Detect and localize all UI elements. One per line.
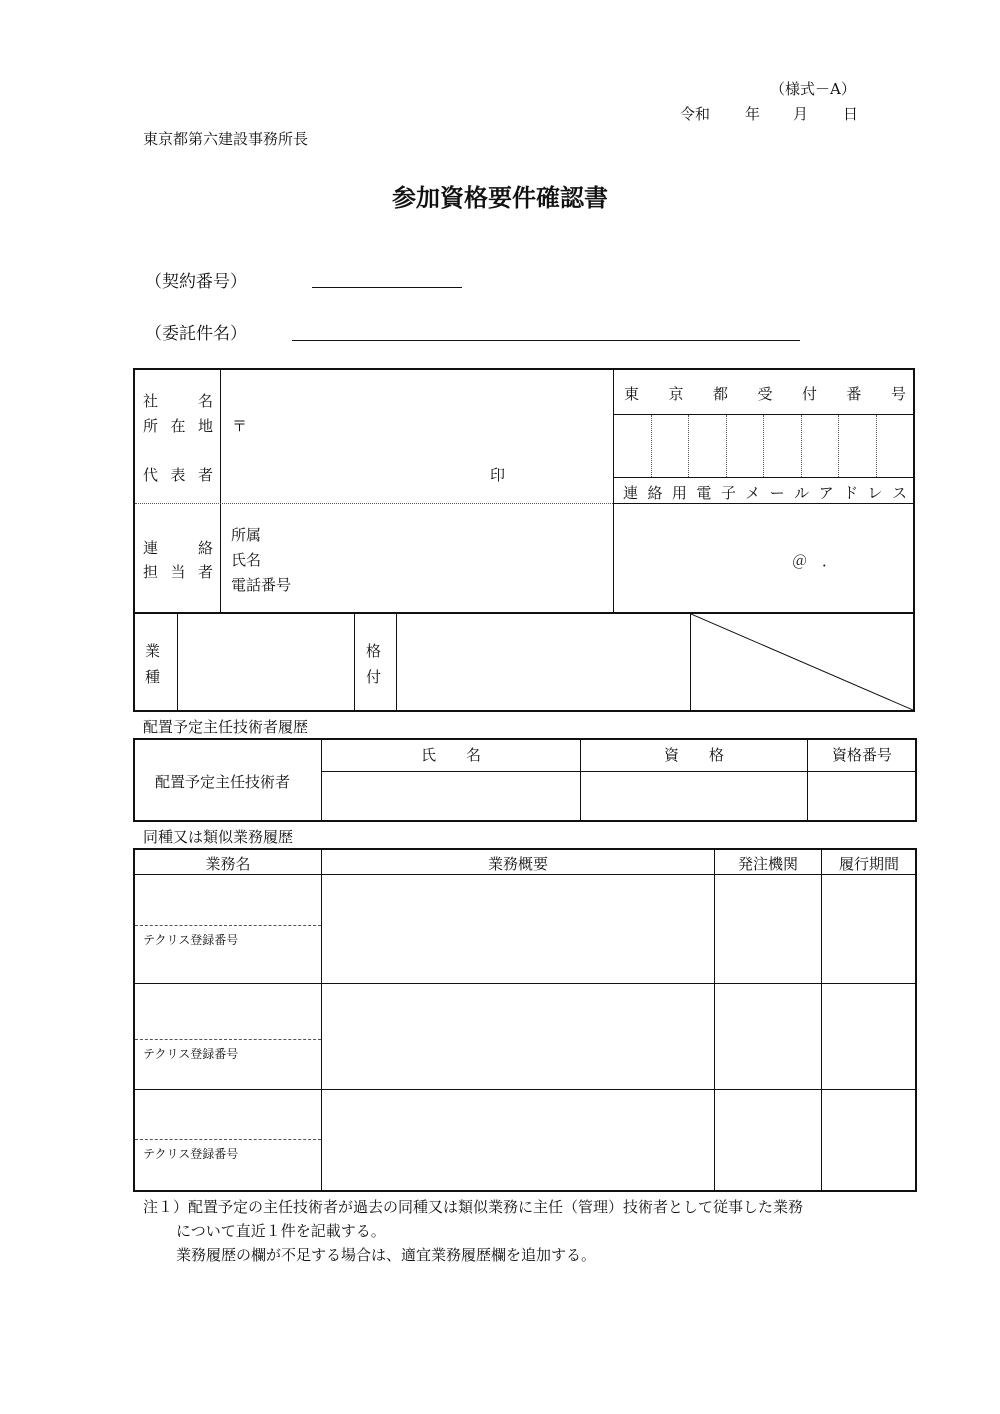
gyoshu-label-2: 種: [145, 668, 161, 686]
gyoshu-label-1: 業: [145, 642, 161, 660]
history-col-client: 発注機関: [737, 855, 798, 873]
address-label: 所 在 地: [143, 417, 213, 435]
seal-mark: 印: [490, 466, 506, 484]
kakuzuke-label-1: 格: [366, 642, 382, 660]
history-col-period: 履行期間: [838, 855, 899, 873]
subject-field[interactable]: [292, 340, 800, 341]
techris-label-3: テクリス登録番号: [143, 1147, 239, 1161]
contract-number-label: （契約番号）: [145, 272, 247, 292]
engineer-col-name: 氏 名: [420, 746, 481, 764]
kakuzuke-label-2: 付: [366, 668, 382, 686]
representative-label: 代 表 者: [143, 466, 213, 484]
engineer-col-qual-no: 資格番号: [831, 746, 892, 764]
form-label: （様式－A）: [770, 80, 856, 98]
email-value: ＠ ．: [792, 552, 838, 570]
techris-label-1: テクリス登録番号: [143, 933, 239, 947]
email-label: 連 絡 用 電 子 メ ー ル ア ド レ ス: [623, 484, 907, 502]
date-era: 令和: [680, 105, 711, 123]
contact-label-line2: 担 当 者: [143, 563, 213, 581]
contact-phone-label: 電話番号: [231, 576, 292, 594]
engineer-section-title: 配置予定主任技術者履歴: [143, 718, 309, 736]
date-day: 日: [843, 105, 859, 123]
history-table: [133, 848, 917, 1192]
subject-label: （委託件名）: [145, 324, 247, 344]
contract-number-field[interactable]: [312, 287, 462, 288]
techris-label-2: テクリス登録番号: [143, 1047, 239, 1061]
contact-name-label: 氏名: [231, 551, 262, 569]
tokyo-receipt-label: 東 京 都 受 付 番 号: [624, 385, 906, 403]
contact-department-label: 所属: [231, 526, 262, 544]
postal-mark: 〒: [232, 417, 248, 435]
note-line-1: 注１）配置予定の主任技術者が過去の同種又は類似業務に主任（管理）技術者として従事した業務: [143, 1198, 804, 1216]
diagonal-slash: [691, 614, 913, 710]
engineer-col-qualification: 資 格: [663, 746, 724, 764]
history-section-title: 同種又は類似業務履歴: [143, 828, 294, 846]
contact-label-line1: 連 絡: [143, 539, 213, 557]
page-title: 参加資格要件確認書: [392, 184, 608, 212]
addressee: 東京都第六建設事務所長: [143, 130, 309, 148]
note-line-3: 業務履歴の欄が不足する場合は、適宜業務履歴欄を追加する。: [176, 1246, 597, 1264]
history-col-task-name: 業務名: [205, 855, 251, 873]
note-line-2: について直近１件を記載する。: [176, 1222, 386, 1240]
engineer-row-label: 配置予定主任技術者: [155, 773, 291, 791]
history-col-summary: 業務概要: [487, 855, 548, 873]
company-name-label: 社 名: [143, 392, 213, 410]
date-month: 月: [793, 105, 809, 123]
date-year: 年: [745, 105, 761, 123]
